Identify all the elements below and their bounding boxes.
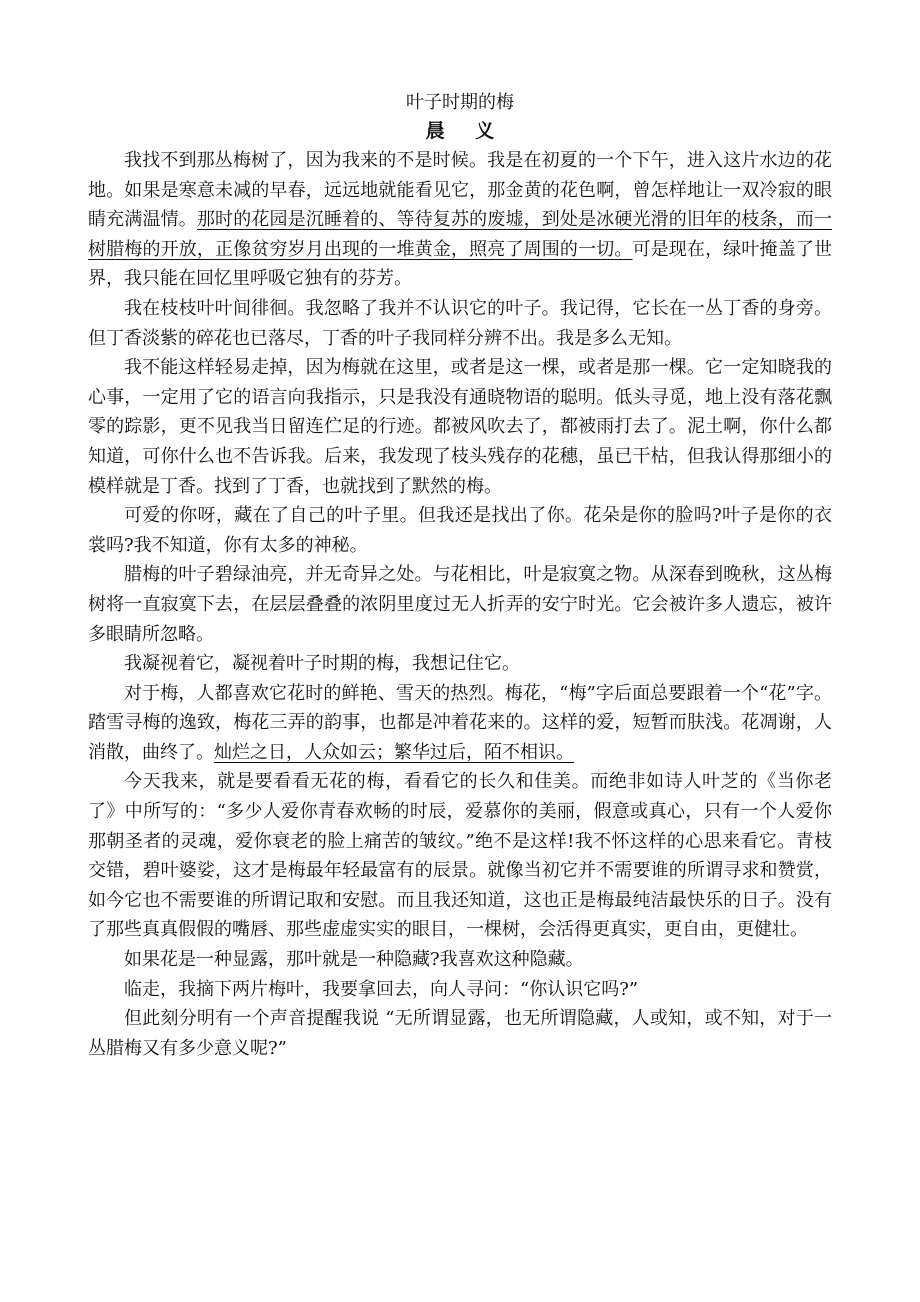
underlined-text: 灿烂之日，人众如云；繁华过后，陌不相识。: [214, 741, 574, 763]
text-run: 我在枝枝叶叶间徘徊。我忽略了我并不认识它的叶子。我记得，它长在一丛丁香的身旁。但丁香淡紫的碎花也已落尽，丁香的叶子我同样分辨不出。我是多么无知。: [88, 297, 832, 349]
text-run: 可爱的你呀，藏在了自己的叶子里。但我还是找出了你。花朵是你的脸吗?叶子是你的衣裳吗?我不知道，你有太多的神秘。: [88, 505, 832, 556]
document-title: 叶子时期的梅: [406, 92, 514, 113]
paragraph: [88, 294, 832, 353]
text-run: 我凝视着它，凝视着叶子时期的梅，我想记住它。: [124, 653, 520, 675]
document-page: [88, 90, 832, 1063]
paragraph: [88, 945, 832, 975]
paragraph: [88, 975, 832, 1005]
text-run: 我不能这样轻易走掉，因为梅就在这里，或者是这一棵，或者是那一棵。它一定知晓我的心事，一定用了它的语言向我指示，只是我没有通晓物语的聪明。低头寻觅，地上没有落花飘零的踪影，更不见我当日留连伫足的行迹。都被风吹去了，都被雨打去了。泥土啊，你什么都知道，可你什么也不告诉我。后来，我发现了枝头残存的花穗，虽已干枯，但我认得那细小的模样就是丁香。找到了丁香，也就找到了默然的梅。: [88, 357, 832, 497]
paragraph: [88, 649, 832, 679]
text-run: 对于梅，人都喜欢它花时的鲜艳、雪天的热烈。梅花，“梅”字后面总要跟着一个“花”字。踏雪寻梅的逸致，梅花三弄的韵事，也都是冲着花来的。这样的爱，短暂而肤浅。花凋谢，人消散，曲终了。: [88, 682, 832, 763]
paragraph: [88, 679, 832, 768]
text-run: 如果花是一种显露，那叶就是一种隐藏?我喜欢这种隐藏。: [124, 949, 584, 971]
text-run: 可是现在，绿叶掩盖了世界，我只能在回忆里呼吸它独有的芬芳。: [88, 238, 832, 290]
text-run: 临走，我摘下两片梅叶，我要拿回去，向人寻问：“你认识它吗?”: [124, 978, 639, 1000]
text-run: 但此刻分明有一个声音提醒我说 “无所谓显露，也无所谓隐藏，人或知，或不知，对于一丛腊梅又有多少意义呢?”: [88, 1008, 832, 1059]
paragraph: [88, 501, 832, 560]
text-run: 腊梅的叶子碧绿油亮，并无奇异之处。与花相比，叶是寂寞之物。从深春到晚秋，这丛梅树将一直寂寞下去，在层层叠叠的浓阴里度过无人折弄的安宁时光。它会被许多人遗忘，被许多眼睛所忽略。: [88, 564, 832, 645]
paragraph: [88, 767, 832, 945]
text-run: 今天我来，就是要看看无花的梅，看看它的长久和佳美。而绝非如诗人叶芝的《当你老了》中所写的：“多少人爱你青春欢畅的时辰，爱慕你的美丽，假意或真心，只有一个人爱你那朝圣者的灵魂，爱你衰老的脸上痛苦的皱纹。”绝不是这样!我不怀这样的心思来看它。青枝交错，碧叶婆娑，这才是梅最年轻最富有的辰景。就像当初它并不需要谁的所谓寻求和赞赏，如今它也不需要谁的所谓记取和安慰。而且我还知道，这也正是梅最纯洁最快乐的日子。没有了那些真真假假的嘴唇、那些虚虚实实的眼目，一棵树，会活得更真实，更自由，更健壮。: [88, 771, 832, 941]
paragraph: [88, 1004, 832, 1063]
text-run: 我找不到那丛梅树了，因为我来的不是时候。我是在初夏的一个下午，进入这片水边的花地。如果是寒意未减的早春，远远地就能看见它，那金黄的花色啊，曾怎样地让一双冷寂的眼睛充满温情。: [88, 150, 832, 231]
author-name: 晨 义: [425, 120, 507, 142]
paragraph: [88, 560, 832, 649]
paragraph: [88, 353, 832, 501]
underlined-text: 那时的花园是沉睡着的、等待复苏的废墟，到处是冰硬光滑的旧年的枝条，而一树腊梅的开放，正像贫穷岁月出现的一堆黄金，照亮了周围的一切。: [88, 209, 833, 260]
paragraph: [88, 146, 832, 294]
